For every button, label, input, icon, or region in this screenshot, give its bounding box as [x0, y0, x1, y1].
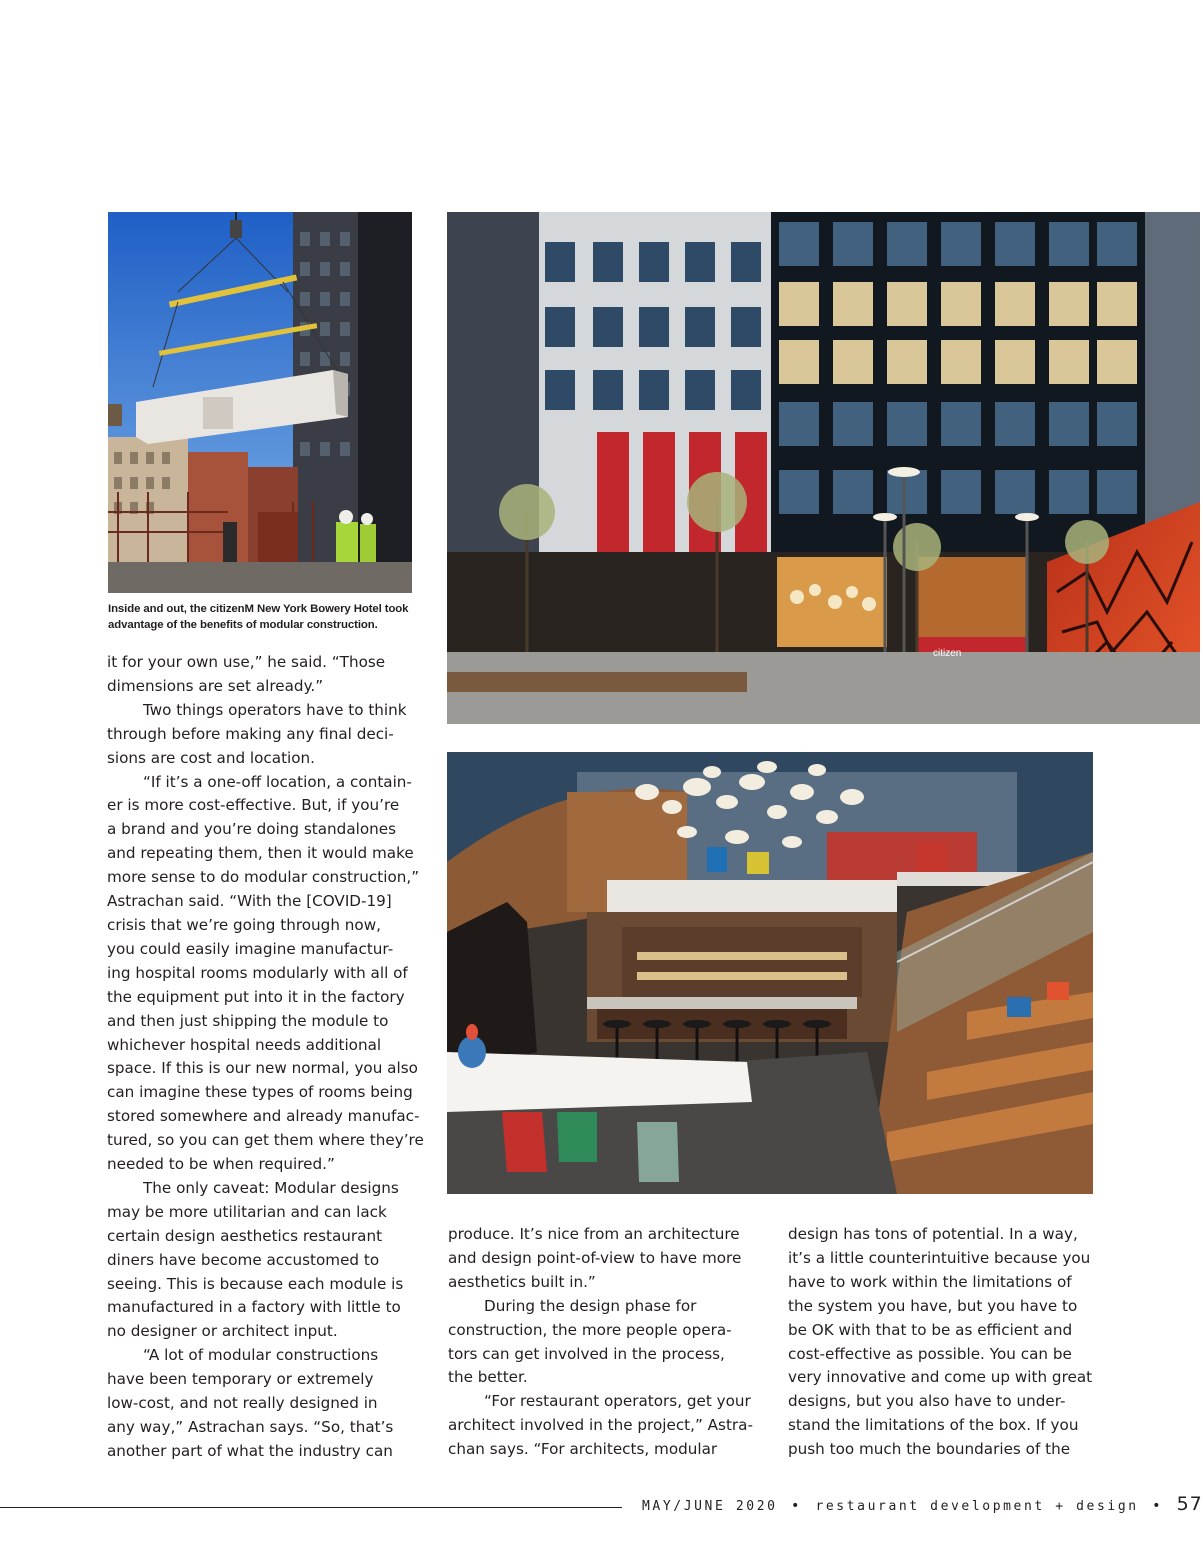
text-line: construction, the more people opera- — [448, 1320, 732, 1339]
text-line: During the design phase for — [484, 1296, 697, 1315]
text-line: Two things operators have to think — [143, 700, 407, 719]
text-line: seeing. This is because each module is — [107, 1274, 404, 1293]
text-line: another part of what the industry can — [107, 1441, 393, 1460]
text-line: you could easily imagine manufactur- — [107, 939, 394, 958]
article-column-1 — [107, 651, 424, 1464]
text-line: design has tons of potential. In a way, — [788, 1225, 1078, 1243]
article-column-3 — [788, 1223, 1100, 1462]
hotel-sign-text: citizen — [933, 648, 962, 659]
issue-date: MAY/JUNE 2020 — [642, 1499, 778, 1514]
text-line: a brand and you’re doing standalones — [107, 820, 397, 839]
text-line: and design point-of-view to have more — [448, 1248, 742, 1267]
text-line: architect involved in the project,” Astra- — [448, 1416, 753, 1435]
text-line: and then just shipping the module to — [107, 1011, 389, 1030]
text-line: sions are cost and location. — [107, 748, 316, 767]
text-line: tors can get involved in the process, — [448, 1344, 725, 1363]
text-line: it’s a little counterintuitive because you — [788, 1248, 1091, 1267]
text-line: “A lot of modular constructions — [143, 1346, 379, 1365]
page-number: 57 — [1176, 1493, 1203, 1515]
text-line: have been temporary or extremely — [107, 1370, 374, 1389]
page-footer — [642, 1493, 1203, 1515]
text-line: through before making any final deci- — [107, 724, 394, 743]
text-line: the system you have, but you have to — [788, 1296, 1078, 1315]
text-line: “For restaurant operators, get your — [484, 1392, 751, 1411]
footer-rule — [0, 1507, 622, 1508]
text-line: stored somewhere and already manufac- — [107, 1107, 420, 1126]
citizenm-bowery-exterior-photo — [447, 212, 1200, 724]
text-line: produce. It’s nice from an architecture — [448, 1225, 740, 1243]
text-line: ing hospital rooms modularly with all of — [107, 963, 408, 982]
text-line: manufactured in a factory with little to — [107, 1298, 401, 1317]
citizenm-bowery-interior-photo — [447, 752, 1093, 1194]
text-line: tured, so you can get them where they’re — [107, 1131, 424, 1150]
text-line: very innovative and come up with great — [788, 1368, 1093, 1387]
text-line: have to work within the limitations of — [788, 1272, 1072, 1291]
text-line: er is more cost-effective. But, if you’re — [107, 796, 400, 815]
text-line: the equipment put into it in the factory — [107, 987, 405, 1006]
text-line: chan says. “For architects, modular — [448, 1440, 718, 1459]
text-line: push too much the boundaries of the — [788, 1440, 1071, 1459]
text-line: cost-effective as possible. You can be — [788, 1344, 1072, 1363]
text-line: dimensions are set already.” — [107, 676, 324, 695]
text-line: may be more utilitarian and can lack — [107, 1202, 387, 1221]
footer-separator: • — [790, 1498, 803, 1514]
text-line: it for your own use,” he said. “Those — [107, 653, 386, 671]
text-line: any way,” Astrachan says. “So, that’s — [107, 1418, 394, 1436]
text-line: stand the limitations of the box. If you — [788, 1416, 1079, 1435]
text-line: The only caveat: Modular designs — [143, 1178, 399, 1197]
text-line: space. If this is our new normal, you also — [107, 1059, 418, 1078]
text-line: aesthetics built in.” — [448, 1272, 596, 1291]
text-line: low-cost, and not really designed in — [107, 1394, 378, 1413]
text-line: “If it’s a one-off location, a contain- — [143, 772, 412, 791]
text-line: the better. — [448, 1368, 528, 1387]
text-line: and repeating them, then it would make — [107, 844, 414, 863]
text-line: Astrachan said. “With the [COVID-19] — [107, 892, 392, 911]
text-line: needed to be when required.” — [107, 1155, 335, 1174]
text-line: crisis that we’re going through now, — [107, 915, 381, 934]
photo-caption: Inside and out, the citizenM New York Bowery Hotel took advantage of the benefits of modular construction. — [108, 603, 409, 631]
text-line: no designer or architect input. — [107, 1322, 338, 1341]
text-line: certain design aesthetics restaurant — [107, 1226, 383, 1245]
modular-unit-crane-photo — [108, 212, 412, 593]
text-line: can imagine these types of rooms being — [107, 1083, 413, 1102]
footer-separator: • — [1152, 1498, 1164, 1514]
text-line: whichever hospital needs additional — [107, 1035, 382, 1054]
text-line: designs, but you also have to under- — [788, 1392, 1066, 1411]
publication-name: restaurant development + design — [815, 1499, 1139, 1514]
text-line: be OK with that to be as efficient and — [788, 1320, 1073, 1339]
article-column-2 — [448, 1223, 760, 1462]
text-line: diners have become accustomed to — [107, 1250, 380, 1269]
text-line: more sense to do modular construction,” — [107, 868, 420, 887]
